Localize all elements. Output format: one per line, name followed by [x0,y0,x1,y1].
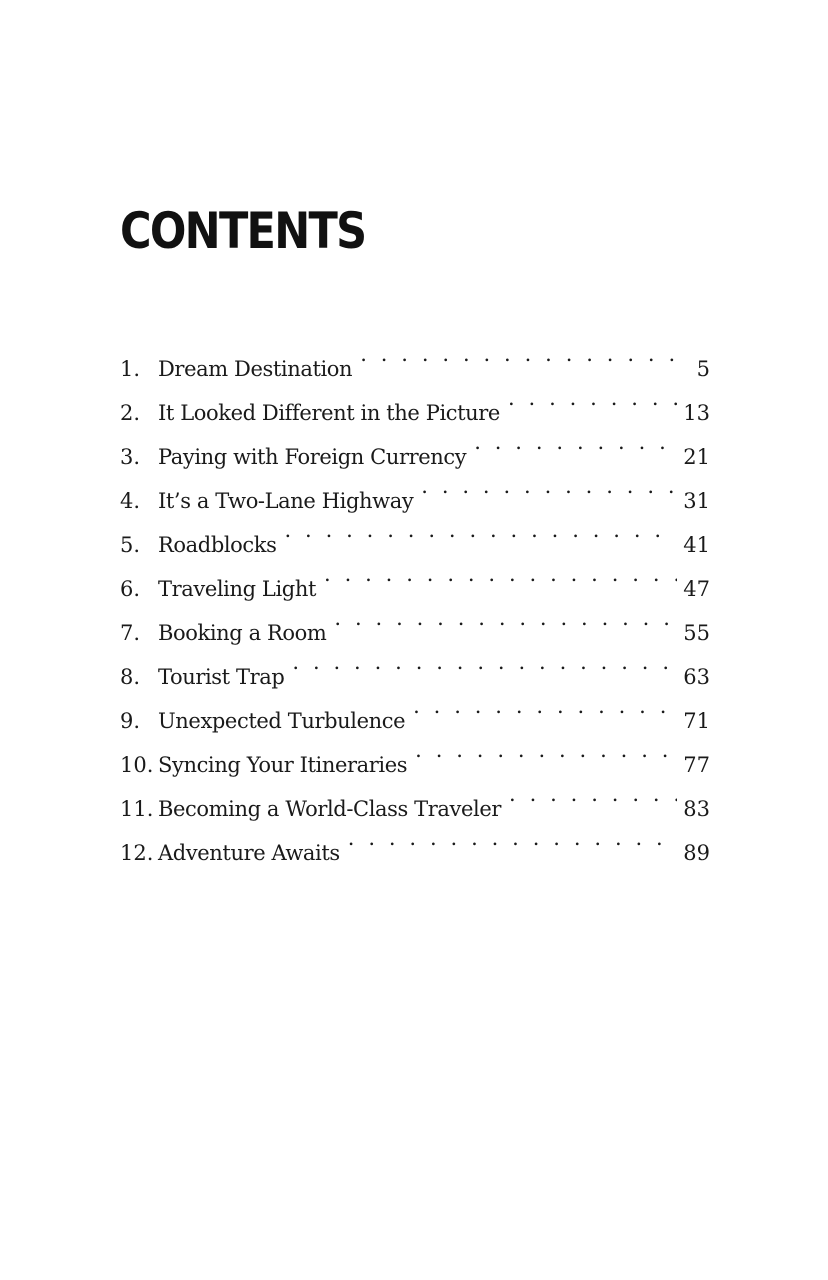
page-number: 55 [683,621,710,645]
chapter-number: 2. [120,401,141,425]
chapter-title: Booking a Room [158,621,327,645]
page-number: 77 [683,753,710,777]
dot-leader [474,420,677,464]
chapter-title: Roadblocks [158,533,277,557]
dot-leader [421,464,677,508]
chapter-number: 5. [120,533,141,557]
page-number: 71 [683,709,710,733]
chapter-title: Dream Destination [158,357,353,381]
dot-leader [348,816,677,860]
page-number: 31 [683,489,710,513]
chapter-title: Unexpected Turbulence [158,709,406,733]
page-number: 47 [683,577,710,601]
dot-leader [324,552,677,596]
chapter-title: Adventure Awaits [158,841,340,865]
chapter-number: 9. [120,709,141,733]
chapter-number: 10. [120,753,154,777]
dot-leader [360,332,690,376]
dot-leader [334,596,677,640]
toc-entry[interactable] [120,332,710,381]
page-number: 21 [683,445,710,469]
chapter-title: It Looked Different in the Picture [158,401,500,425]
dot-leader [508,376,677,420]
page-number: 89 [683,841,710,865]
page-number: 83 [683,797,710,821]
page-number: 13 [683,401,710,425]
page-number: 5 [696,357,710,381]
dot-leader [509,772,677,816]
chapter-number: 4. [120,489,141,513]
chapter-title: Syncing Your Itineraries [158,753,408,777]
dot-leader [415,728,677,772]
chapter-title: It’s a Two-Lane Highway [158,489,414,513]
chapter-number: 1. [120,357,141,381]
dot-leader [292,640,677,684]
dot-leader [413,684,677,728]
chapter-title: Traveling Light [158,577,317,601]
dot-leader [284,508,677,552]
table-of-contents [120,332,710,865]
chapter-number: 8. [120,665,141,689]
page-number: 41 [683,533,710,557]
chapter-title: Tourist Trap [158,665,285,689]
chapter-number: 11. [120,797,154,821]
chapter-number: 12. [120,841,154,865]
chapter-number: 7. [120,621,141,645]
page-number: 63 [683,665,710,689]
chapter-number: 3. [120,445,141,469]
chapter-title: Becoming a World-Class Traveler [158,797,502,821]
page-title: CONTENTS [120,202,366,260]
chapter-number: 6. [120,577,141,601]
chapter-title: Paying with Foreign Currency [158,445,467,469]
